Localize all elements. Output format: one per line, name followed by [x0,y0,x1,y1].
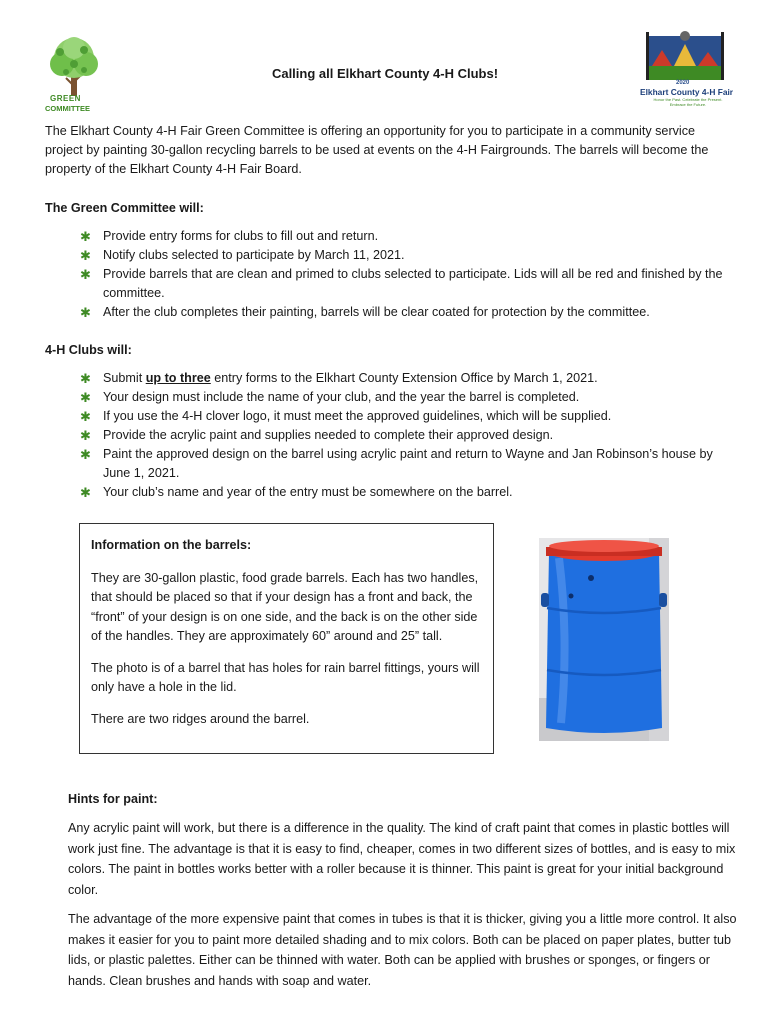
hints-paragraph-2: The advantage of the more expensive paint that comes in tubes is that it is thicker, giving you a little more control. It also makes it easier for you to paint more detailed shading and to mix colors. Both can be placed on paper plates, butter tub lids, or plastic palettes. Either can be thinned with water. Both can be applied with brushes or sponges, or fingers or hands. Clean brushes and hands with soap and water. [68,912,737,988]
list-item [80,407,730,426]
barrel-photo [539,538,669,741]
info-paragraph-1: They are 30-gallon plastic, food grade barrels. Each has two handles, that should be placed so that if your design has a front and back, the “front” of your design is on one side, and the back is on the other side of the handles. They are approximately 60” around and 25” tall. [91,570,479,643]
list-item-text: Paint the approved design on the barrel using acrylic paint and return to Wayne and Jan Robinson’s house by June 1, 2021. [103,447,713,480]
fair-logo-name: Elkhart County 4-H Fair [640,87,734,97]
logo-text-committee: COMMITTEE [45,104,90,113]
barrel-image [539,538,669,741]
list-item [80,265,730,303]
clover-bullet-icon: ✱ [80,447,91,462]
clubs-list [80,369,730,502]
info-paragraph-2: The photo is of a barrel that has holes for rain barrel fittings, yours will only have a hole in the lid. [91,660,480,694]
list-item [80,445,730,483]
list-item-emphasis: up to three [145,371,211,385]
fair-logo-year: 2020 [676,80,690,86]
list-item-text-pre: Submit [103,371,146,385]
clover-bullet-icon: ✱ [80,229,91,244]
page-title: Calling all Elkhart County 4-H Clubs! [271,66,499,81]
barrel-info-box [79,523,494,754]
list-item [80,369,730,388]
list-item-text: Provide the acrylic paint and supplies needed to complete their approved design. [103,428,554,442]
list-item-text: Notify clubs selected to participate by March 11, 2021. [103,248,405,262]
list-item [80,426,730,445]
list-item [80,303,730,322]
logo-text-green: GREEN [50,94,81,103]
clover-bullet-icon: ✱ [80,409,91,424]
list-item [80,483,730,502]
clover-bullet-icon: ✱ [80,305,91,320]
list-item-text: Your design must include the name of your club, and the year the barrel is completed. [103,390,580,404]
list-item [80,227,730,246]
clover-bullet-icon: ✱ [80,428,91,443]
hints-paragraph-1: Any acrylic paint will work, but there is a difference in the quality. The kind of craft paint that comes in plastic bottles will work just fine. The advantage is that it is easy to find, cheaper, comes in two different sizes of bottles, and is easy to mix colors. The paint in bottles works better with a roller because it is thinner. This paint is great for your initial background color. [68,821,736,897]
green-committee-heading: The Green Committee will: [45,201,204,215]
clover-bullet-icon: ✱ [80,485,91,500]
clover-bullet-icon: ✱ [80,248,91,263]
hints-heading: Hints for paint: [68,792,158,806]
fair-logo-tagline: Honor the Past. Celebrate the Present. Embrace the Future. [653,97,723,107]
green-committee-list [80,227,730,322]
list-item-text-post: entry forms to the Elkhart County Extension Office by March 1, 2021. [210,371,598,385]
info-paragraph-3: There are two ridges around the barrel. [91,711,310,726]
clubs-heading: 4-H Clubs will: [45,343,132,357]
list-item-text: Provide entry forms for clubs to fill out and return. [103,229,379,243]
clover-bullet-icon: ✱ [80,390,91,405]
list-item [80,246,730,265]
list-item-text: Provide barrels that are clean and primed to clubs selected to participate. Lids will all be red and finished by the committee. [103,267,723,300]
list-item-text: After the club completes their painting, barrels will be clear coated for protection by the committee. [103,305,650,319]
intro-paragraph: The Elkhart County 4-H Fair Green Committee is offering an opportunity for you to participate in a community service project by painting 30-gallon recycling barrels to be used at events on the 4-H Fairgrounds. The barrels will become the property of the Elkhart County 4-H Fair Board. [45,124,709,176]
list-item-text: Your club’s name and year of the entry must be somewhere on the barrel. [103,485,513,499]
list-item [80,388,730,407]
clover-bullet-icon: ✱ [80,371,91,386]
list-item-text: If you use the 4-H clover logo, it must meet the approved guidelines, which will be supplied. [103,409,612,423]
info-heading: Information on the barrels: [91,538,252,552]
clover-bullet-icon: ✱ [80,267,91,282]
